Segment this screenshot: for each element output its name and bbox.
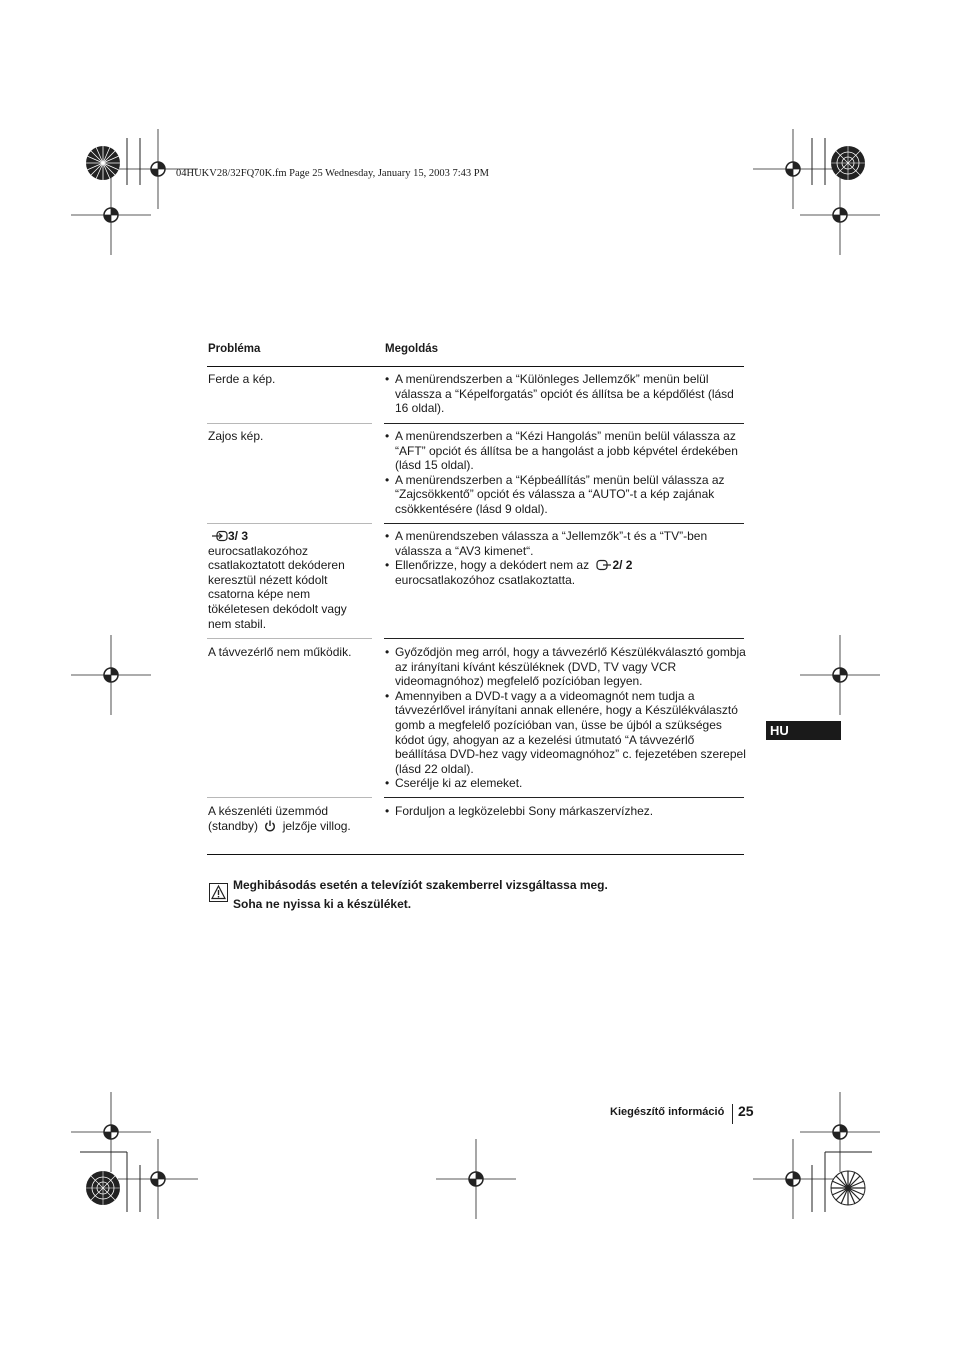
page-number: 25 bbox=[738, 1103, 754, 1119]
footer-divider bbox=[732, 1104, 733, 1124]
row-divider bbox=[384, 797, 744, 798]
warning-triangle-icon bbox=[209, 883, 228, 902]
problem-symbol-text: 3/ 3 bbox=[228, 529, 249, 543]
row-divider bbox=[384, 423, 744, 424]
solution-item: • A menürendszerben a “Képbeállítás” menün belül válassza az “Zajcsökkentő” opciót és válassza a “AUTO”-t a kép zajának csökkentésére (lásd 9 oldal). bbox=[384, 473, 746, 517]
solution-item: • Győződjön meg arról, hogy a távvezérlő Készülékválasztó gombja az irányítani kívánt készüléknek (DVD, TV vagy VCR videomagnóhoz) megfelelő pozícióban legyen. bbox=[384, 645, 746, 689]
row-divider bbox=[207, 423, 372, 424]
scart-input-icon bbox=[212, 530, 228, 542]
table-header-rule bbox=[207, 366, 744, 367]
problem-text-line2 bbox=[208, 819, 368, 834]
power-icon bbox=[264, 820, 276, 832]
solution-item: • Forduljon a legközelebbi Sony márkaszervízhez. bbox=[384, 804, 746, 819]
problem-cell: A távvezérlő nem működik. bbox=[208, 645, 352, 659]
row-divider bbox=[207, 523, 372, 524]
solution-item: • A menürendszerben a “Különleges Jellemzők” menün belül válassza a “Képelforgatás” opciót és állítsa be a képdőlést (lásd 16 oldal). bbox=[384, 372, 746, 416]
problem-text: eurocsatlakozóhoz csatlakoztatott dekóderen keresztül nézett kódolt csatorna képe nem tökéletesen dekódolt vagy nem stabil. bbox=[208, 543, 347, 631]
solution-item: • Amennyiben a DVD-t vagy a a videomagnót nem tudja a távvezérlővel irányítani annak ellenére, hogy a Készülékválasztó gomb a megfelelő pozícióban van, üsse be újból a szükséges kódot úgy, ahogyan az a kezelési útmutató “A távvezérlő beállítása DVD-hez vagy videomagnóhoz” c. fejezetében szerepel (lásd 22 oldal). bbox=[384, 689, 746, 777]
problem-cell bbox=[208, 529, 368, 631]
warning-text bbox=[233, 876, 608, 914]
problem-text: (standby) bbox=[208, 818, 259, 833]
solution-item: • A menürendszeben válassza a “Jellemzők”-t és a “TV”-ben válassza a “AV3 kimenet“. bbox=[384, 529, 746, 558]
solution-item: • Cserélje ki az elemeket. bbox=[384, 776, 746, 791]
problem-cell: Ferde a kép. bbox=[208, 372, 276, 386]
solution-cell bbox=[384, 645, 746, 791]
row-divider bbox=[384, 638, 744, 639]
solution-symbol: 2/ 2 bbox=[612, 558, 633, 573]
solution-item bbox=[384, 558, 746, 587]
warning-line: Meghibásodás esetén a televíziót szakemberrel vizsgáltassa meg. bbox=[233, 878, 608, 892]
language-tab: HU bbox=[766, 721, 841, 740]
footer-section-title: Kiegészítő információ bbox=[610, 1106, 725, 1118]
problem-cell: Zajos kép. bbox=[208, 429, 264, 443]
column-header-problem: Probléma bbox=[208, 343, 261, 355]
table-bottom-rule bbox=[207, 854, 744, 855]
solution-cell bbox=[384, 804, 746, 819]
solution-cell bbox=[384, 529, 746, 587]
warning-line: Soha ne nyissa ki a készüléket. bbox=[233, 897, 412, 911]
scart-output-icon bbox=[596, 559, 612, 571]
solution-item-continuation: eurocsatlakozóhoz csatlakoztatta. bbox=[395, 572, 576, 587]
row-divider bbox=[207, 638, 372, 639]
problem-symbol-line bbox=[208, 529, 368, 544]
solution-item-text: Ellenőrizze, hogy a dekódert nem az bbox=[395, 558, 590, 573]
row-divider bbox=[207, 797, 372, 798]
problem-text: jelzője villog. bbox=[282, 818, 351, 833]
file-info-header: 04HUKV28/32FQ70K.fm Page 25 Wednesday, January 15, 2003 7:43 PM bbox=[176, 168, 489, 179]
row-divider bbox=[384, 523, 744, 524]
solution-cell bbox=[384, 372, 746, 416]
problem-cell bbox=[208, 804, 368, 833]
column-header-solution: Megoldás bbox=[385, 343, 439, 355]
problem-text: A készenléti üzemmód bbox=[208, 804, 329, 818]
solution-cell bbox=[384, 429, 746, 517]
solution-item: • A menürendszerben a “Kézi Hangolás” menün belül válassza az “AFT” opciót és állítsa be a hangolást a jobb képvétel érdekében (lásd 15 oldal). bbox=[384, 429, 746, 473]
